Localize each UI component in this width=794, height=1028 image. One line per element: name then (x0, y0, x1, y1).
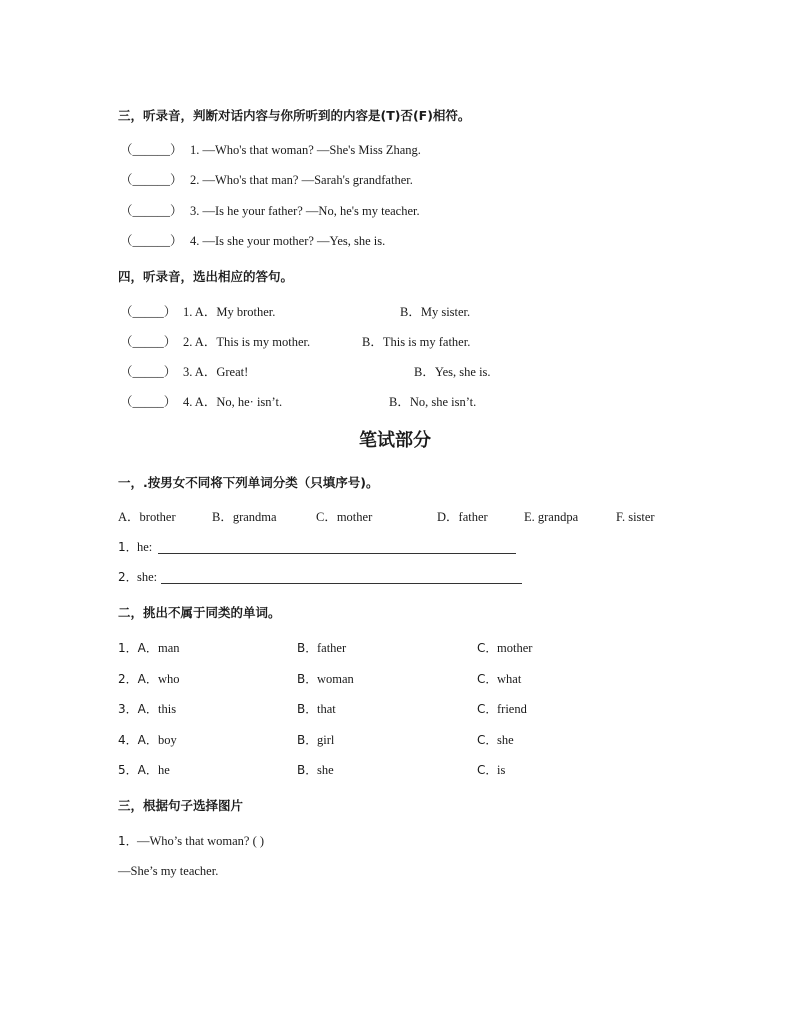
listening4-option-a-3[interactable]: 3. A．Great! (183, 365, 249, 379)
odd-row5-number: 5．A． (118, 763, 158, 777)
odd-heading: 二，挑出不属于同类的单词。 (118, 605, 281, 620)
sort-heading: 一，.按男女不同将下列单词分类（只填序号)。 (118, 475, 379, 490)
sort-line2-answer-line[interactable] (161, 583, 522, 584)
sort-word-c: C．mother (316, 510, 373, 524)
written-part-title: 笔试部分 (359, 430, 431, 451)
odd-row5-a[interactable]: he (158, 763, 170, 777)
listening4-paren-2[interactable]: （_____） (120, 335, 177, 349)
odd-row3-b[interactable]: that (317, 702, 336, 716)
odd-row1-c-label: C． (477, 641, 498, 655)
sort-line2-number: 2． (118, 570, 138, 584)
listening4-option-b-4[interactable]: B．No, she isn’t. (389, 395, 477, 409)
odd-row3-a[interactable]: this (158, 702, 177, 716)
listening3-paren-4[interactable]: （______） (120, 234, 183, 248)
listening3-paren-3[interactable]: （______） (120, 204, 183, 218)
listening3-item-2: 2. —Who's that man? —Sarah's grandfather. (190, 173, 413, 187)
listening3-paren-1[interactable]: （______） (120, 143, 183, 157)
listening4-option-a-2[interactable]: 2. A．This is my mother. (183, 335, 311, 349)
listening3-item-4: 4. —Is she your mother? —Yes, she is. (190, 234, 386, 248)
listening3-paren-2[interactable]: （______） (120, 173, 183, 187)
odd-row4-a[interactable]: boy (158, 733, 177, 747)
sort-word-f: F. sister (616, 510, 655, 524)
listening4-option-b-2[interactable]: B．This is my father. (362, 335, 471, 349)
odd-row3-b-label: B． (297, 702, 318, 716)
pictures-q1-number: 1． (118, 834, 138, 848)
odd-row1-number: 1．A． (118, 641, 158, 655)
odd-row5-c[interactable]: is (497, 763, 506, 777)
odd-row2-c-label: C． (477, 672, 498, 686)
odd-row1-b-label: B． (297, 641, 318, 655)
odd-row1-b[interactable]: father (317, 641, 347, 655)
pictures-q1-question[interactable]: —Who’s that woman? ( ) (137, 834, 265, 848)
odd-row2-b-label: B． (297, 672, 318, 686)
sort-line1-number: 1． (118, 540, 138, 554)
listening4-option-b-1[interactable]: B．My sister. (400, 305, 471, 319)
odd-row5-c-label: C． (477, 763, 498, 777)
listening4-option-b-3[interactable]: B．Yes, she is. (414, 365, 491, 379)
odd-row4-c-label: C． (477, 733, 498, 747)
pictures-q1-answer: —She’s my teacher. (118, 864, 219, 878)
listening4-option-a-4[interactable]: 4. A．No, he· isn’t. (183, 395, 283, 409)
sort-line1-answer-line[interactable] (158, 553, 516, 554)
odd-row2-a[interactable]: who (158, 672, 180, 686)
odd-row4-b[interactable]: girl (317, 733, 335, 747)
odd-row1-c[interactable]: mother (497, 641, 533, 655)
pictures-heading: 三，根据句子选择图片 (118, 798, 244, 813)
listening4-paren-3[interactable]: （_____） (120, 365, 177, 379)
sort-word-b: B．grandma (212, 510, 277, 524)
odd-row5-b-label: B． (297, 763, 318, 777)
odd-row5-b[interactable]: she (317, 763, 334, 777)
odd-row2-number: 2．A． (118, 672, 158, 686)
odd-row2-b[interactable]: woman (317, 672, 354, 686)
odd-row3-number: 3．A． (118, 702, 158, 716)
listening4-option-a-1[interactable]: 1. A．My brother. (183, 305, 276, 319)
sort-line1-label: he: (137, 540, 153, 554)
sort-word-e: E. grandpa (524, 510, 579, 524)
listening3-item-3: 3. —Is he your father? —No, he's my teacher. (190, 204, 420, 218)
odd-row2-c[interactable]: what (497, 672, 522, 686)
listening4-paren-1[interactable]: （_____） (120, 305, 177, 319)
sort-word-d: D．father (437, 510, 488, 524)
odd-row4-number: 4．A． (118, 733, 158, 747)
listening3-heading: 三，听录音，判断对话内容与你所听到的内容是(T)否(F)相符。 (118, 108, 471, 123)
sort-word-a: A．brother (118, 510, 176, 524)
odd-row1-a[interactable]: man (158, 641, 180, 655)
odd-row3-c[interactable]: friend (497, 702, 527, 716)
listening3-item-1: 1. —Who's that woman? —She's Miss Zhang. (190, 143, 421, 157)
listening4-heading: 四，听录音，选出相应的答句。 (118, 269, 294, 284)
sort-line2-label: she: (137, 570, 158, 584)
odd-row4-b-label: B． (297, 733, 318, 747)
odd-row4-c[interactable]: she (497, 733, 514, 747)
listening4-paren-4[interactable]: （_____） (120, 395, 177, 409)
odd-row3-c-label: C． (477, 702, 498, 716)
